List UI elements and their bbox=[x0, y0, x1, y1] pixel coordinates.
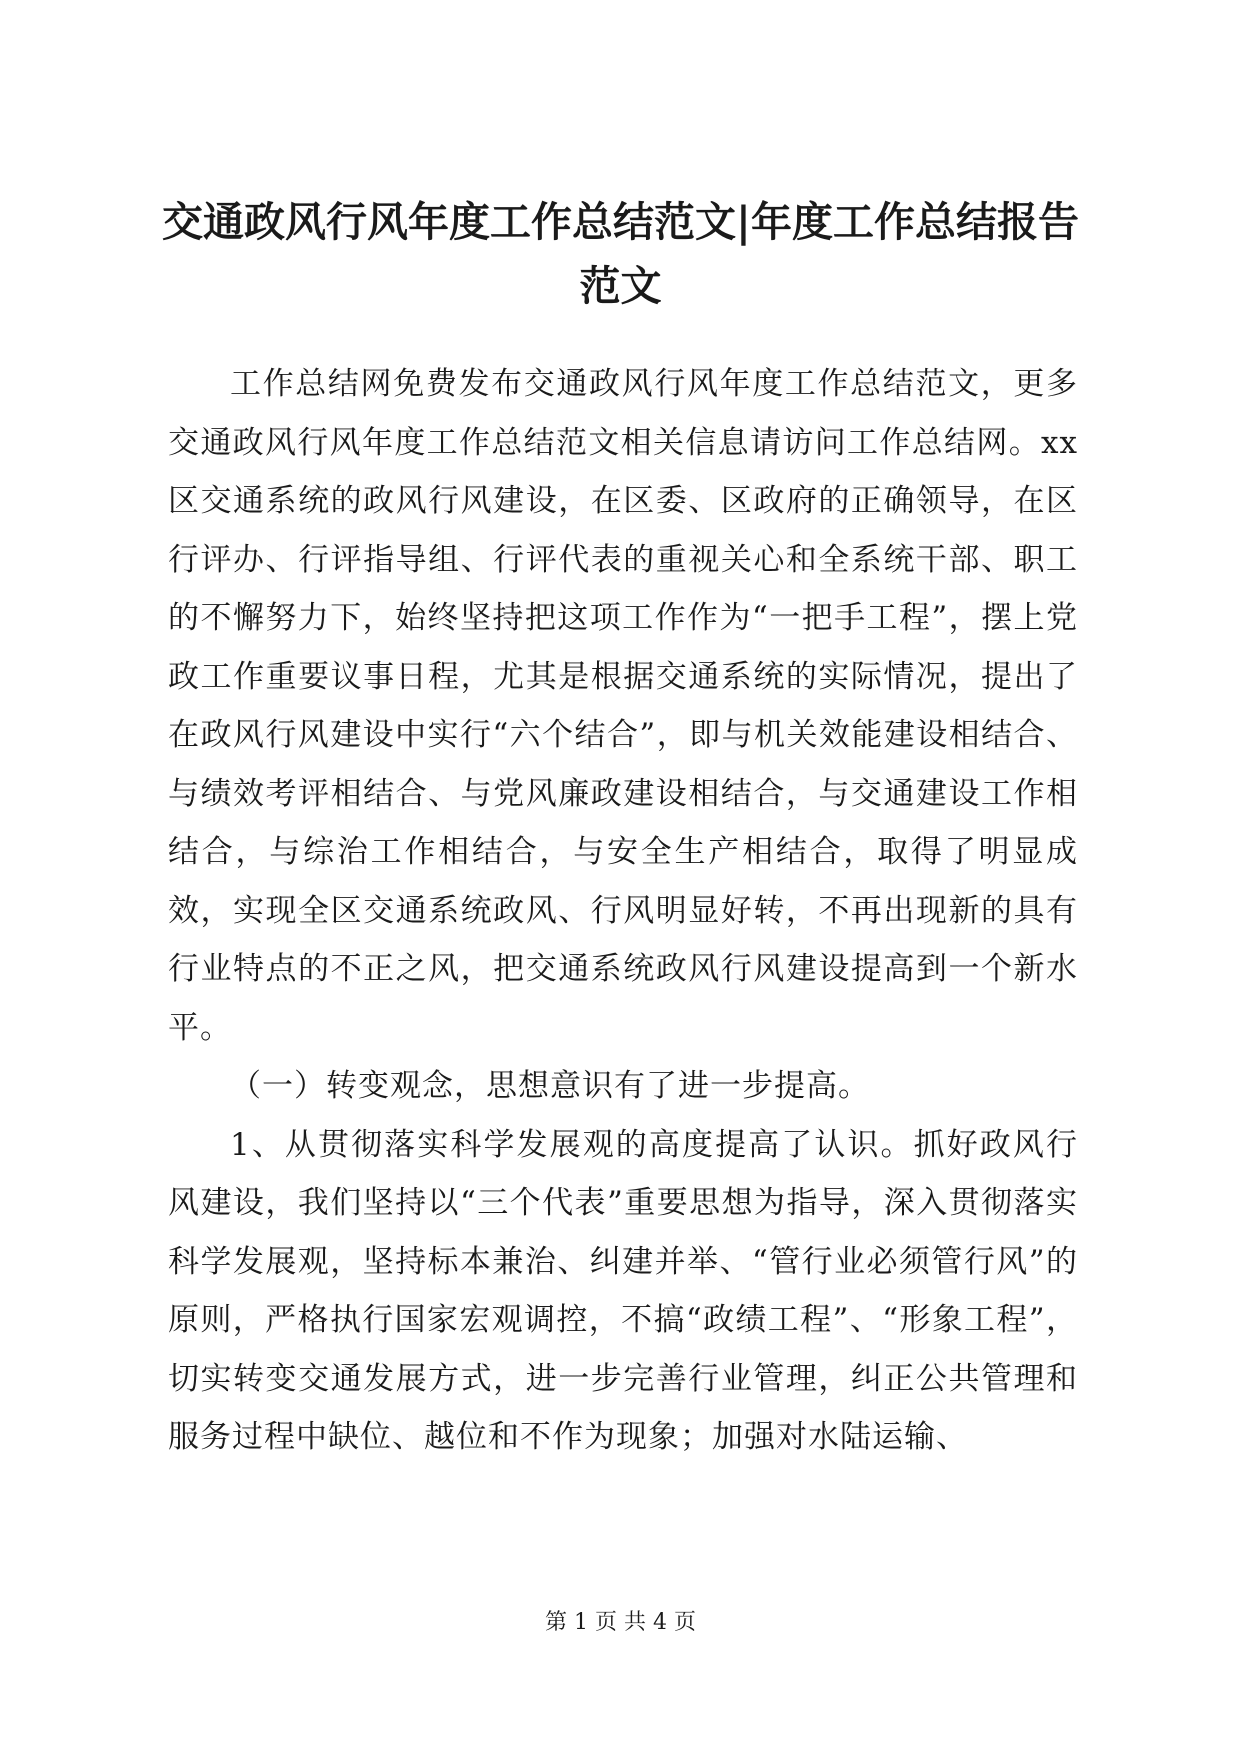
section-heading: （一）转变观念，思想意识有了进一步提高。 bbox=[230, 1068, 870, 1104]
item-paragraph: 1、从贯彻落实科学发展观的高度提高了认识。抓好政风行风建设，我们坚持以“三个代表”重要思想为指导，深入贯彻落实科学发展观，坚持标本兼治、纠建并举、“管行业必须管行风”的原则，严格执行国家宏观调控，不搞“政绩工程”、“形象工程”，切实转变交通发展方式，进一步完善行业管理，纠正公共管理和服务过程中缺位、越位和不作为现象；加强对水陆运输、 bbox=[168, 1126, 1078, 1455]
intro-paragraph: 工作总结网免费发布交通政风行风年度工作总结范文，更多交通政风行风年度工作总结范文相关信息请访问工作总结网。xx区交通系统的政风行风建设，在区委、区政府的正确领导，在区行评办、行评指导组、行评代表的重视关心和全系统干部、职工的不懈努力下，始终坚持把这项工作作为“一把手工程”，摆上党政工作重要议事日程，尤其是根据交通系统的实际情况，提出了在政风行风建设中实行“六个结合”，即与机关效能建设相结合、与绩效考评相结合、与党风廉政建设相结合，与交通建设工作相结合，与综治工作相结合，与安全生产相结合，取得了明显成效，实现全区交通系统政风、行风明显好转，不再出现新的具有行业特点的不正之风，把交通系统政风行风建设提高到一个新水平。 bbox=[168, 366, 1078, 1046]
page-number: 第 1 页 共 4 页 bbox=[545, 1610, 696, 1635]
document-title: 交通政风行风年度工作总结范文|年度工作总结报告范文 bbox=[162, 198, 1079, 310]
document-body bbox=[168, 355, 1078, 1467]
